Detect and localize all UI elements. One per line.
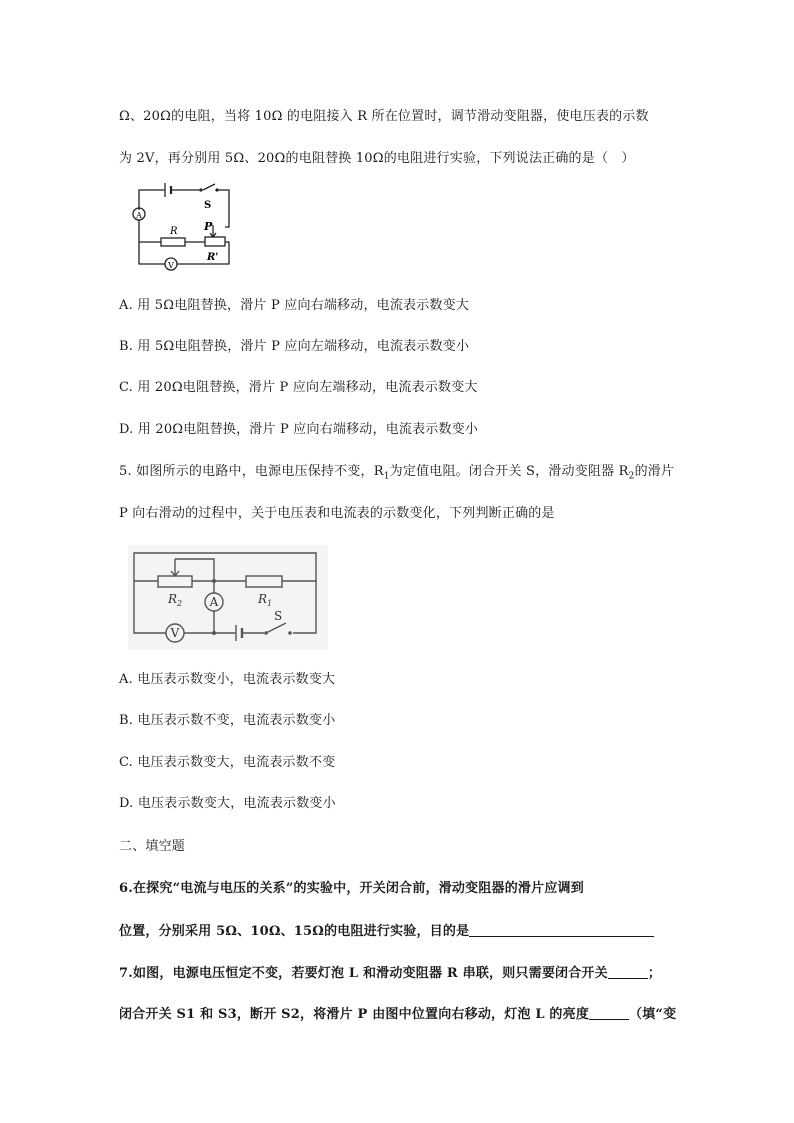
q5-circuit-diagram xyxy=(128,545,328,650)
q5-text-line-1: 5. 如图所示的电路中，电源电压保持不变，$R_1$为定值电阻。闭合开关 S，滑动变阻器 $R_2$的滑片 xyxy=(119,464,675,482)
q4-rheostat xyxy=(205,237,225,246)
q4-wire-right xyxy=(217,190,229,227)
q5-r1-label: $R_1$ xyxy=(258,592,273,608)
q5-option-c: C. 电压表示数变大，电流表示数不变 xyxy=(119,755,336,770)
q4-resistor-r xyxy=(161,238,185,246)
q6-answer-blank[interactable] xyxy=(469,922,654,937)
q5-r2-label: $R_2$ xyxy=(168,592,183,608)
q5-option-a: A. 电压表示数变小，电流表示数变大 xyxy=(119,672,336,687)
q4-option-c: C. 用 20Ω电阻替换，滑片 P 应向左端移动，电流表示数变大 xyxy=(119,380,478,395)
q7-text-line-1: 7.如图，电源电压恒定不变，若要灯泡 L 和滑动变阻器 R 串联，则只需要闭合开关 ； xyxy=(119,966,662,981)
q4-option-d: D. 用 20Ω电阻替换，滑片 P 应向右端移动，电流表示数变小 xyxy=(119,422,479,437)
q6-text-line-2: 位置，分别采用 5Ω、10Ω、15Ω的电阻进行实验，目的是 xyxy=(119,922,654,941)
q4-wire-left-down xyxy=(139,220,161,242)
q4-switch-blade xyxy=(203,184,215,190)
section-2-title: 二、填空题 xyxy=(119,839,186,854)
q4-voltmeter-label: V xyxy=(168,261,174,270)
q4-slider-label: P xyxy=(204,220,213,233)
q4-rheostat-label: R' xyxy=(207,252,219,263)
q4-option-a: A. 用 5Ω电阻替换，滑片 P 应向右端移动，电流表示数变大 xyxy=(119,298,470,313)
q4-option-b: B. 用 5Ω电阻替换，滑片 P 应向左端移动，电流表示数变小 xyxy=(119,339,470,354)
q4-circuit-diagram xyxy=(125,180,240,275)
q4-text-line-1: Ω、20Ω的电阻，当将 10Ω 的电阻接入 R 所在位置时，调节滑动变阻器，使电压表的示数 xyxy=(119,109,649,124)
q4-text-line-2: 为 2V，再分别用 5Ω、20Ω的电阻替换 10Ω的电阻进行实验，下列说法正确的是（ ） xyxy=(119,151,635,166)
q5-switch-label: S xyxy=(274,609,283,623)
q4-ammeter-label: A xyxy=(136,211,142,220)
q4-wire-top-left xyxy=(139,190,165,210)
q5-option-b: B. 电压表示数不变，电流表示数变小 xyxy=(119,713,336,728)
q7-answer-blank-1[interactable] xyxy=(608,964,648,979)
q5-voltmeter-label: V xyxy=(170,626,180,640)
q4-switch-label: S xyxy=(204,200,212,211)
q5-ammeter-label: A xyxy=(209,595,219,609)
q4-resistor-label: R xyxy=(170,226,178,237)
q7-answer-blank-2[interactable] xyxy=(589,1005,629,1020)
q6-text-line-1: 6.在探究“电流与电压的关系”的实验中，开关闭合前，滑动变阻器的滑片应调到 xyxy=(119,881,584,896)
q7-text-line-2: 闭合开关 S1 和 S3，断开 S2，将滑片 P 由图中位置向右移动，灯泡 L 的亮度 （填“变 xyxy=(119,1007,677,1022)
q5-text-line-2: P 向右滑动的过程中，关于电压表和电流表的示数变化，下列判断正确的是 xyxy=(119,506,555,521)
q5-option-d: D. 电压表示数变大，电流表示数变小 xyxy=(119,796,336,811)
